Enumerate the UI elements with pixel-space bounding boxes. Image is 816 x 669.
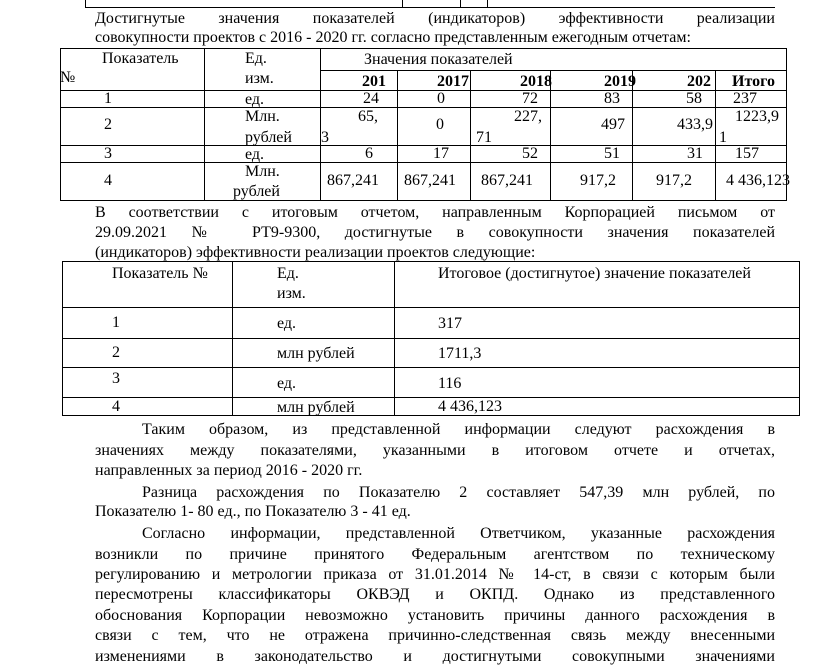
t2-header-value: Итоговое (достигнутое) значение показателей — [438, 265, 751, 282]
para3-line-3: направленных за период 2016 - 2020 гг. — [95, 462, 363, 479]
para3-line-2: значениях между показателями, указанными в итоговом отчете и отчетах, — [95, 442, 775, 459]
para4-line-1: Разница расхождения по Показателю 2 составляет 547,39 млн рублей, по — [142, 484, 775, 501]
para5-line-4: пересмотрены классификаторы ОКВЭД и ОКПД. Однако из представленного — [95, 586, 775, 603]
row3-total: 157 — [735, 145, 759, 162]
t2-row3-value: 116 — [438, 375, 462, 392]
t2-row3-number: 3 — [112, 370, 120, 387]
row2-2020: 433,9 — [677, 116, 713, 133]
intro-line-1: Достигнутые значения показателей (индикаторов) эффективности реализации — [95, 10, 775, 27]
para3-line-1: Таким образом, из представленной информации следуют расхождения в — [142, 421, 775, 438]
t2-row2-number: 2 — [112, 344, 120, 361]
row2-2018-fragment: 71 — [476, 129, 492, 145]
row2-total: 1223,9 — [735, 108, 779, 125]
t2-row4-unit: млн рублей — [277, 399, 355, 416]
row3-unit: ед. — [245, 146, 265, 163]
header-total: Итого — [732, 73, 775, 90]
t2-row4-number: 4 — [112, 398, 120, 415]
t2-row1-number: 1 — [112, 314, 120, 331]
row2-2016: 65, — [358, 108, 378, 125]
row1-2020: 58 — [686, 90, 702, 107]
row3-2020: 31 — [687, 145, 703, 162]
t2-row4-value: 4 436,123 — [438, 398, 502, 415]
row2-2017: 0 — [436, 116, 444, 133]
row1-2018: 72 — [522, 90, 538, 107]
row2-2018: 227, — [514, 108, 542, 125]
row4-unit-line2: рублей — [233, 183, 280, 200]
t2-row3-unit: ед. — [277, 375, 297, 392]
row2-unit-line2: рублей — [245, 129, 292, 145]
header-year-2017: 2017 — [437, 73, 469, 90]
row2-2019: 497 — [601, 116, 625, 133]
header-year-2019: 2019 — [604, 73, 636, 90]
para4-line-2: Показателю 1- 80 ед., по Показателю 3 - 41 ед. — [95, 503, 411, 520]
para5-line-1: Согласно информации, представленной Ответчиком, указанные расхождения — [142, 525, 775, 542]
row4-total: 4 436,123 — [726, 172, 790, 189]
header-unit: Ед. — [245, 50, 267, 67]
t2-row1-value: 317 — [438, 315, 462, 332]
row3-2016: 6 — [365, 145, 373, 162]
row4-unit: Млн. — [245, 163, 280, 180]
para2-line-3: (индикаторов) эффективности реализации проектов следующие: — [95, 244, 536, 261]
row1-unit: ед. — [245, 91, 265, 108]
row4-number: 4 — [104, 172, 112, 189]
row2-total-fragment: 1 — [719, 129, 727, 145]
t2-row2-value: 1711,3 — [438, 345, 482, 362]
t2-header-unit: Ед. — [277, 265, 299, 282]
header-number: № — [60, 69, 76, 86]
para5-line-3: регулированию и метрологии приказа от 31.01.2014 № 14-ст, в связи с которым были — [95, 566, 775, 583]
row2-2016-fragment: 3 — [321, 129, 329, 145]
row3-2017: 17 — [433, 145, 449, 162]
row1-2017: 0 — [437, 90, 445, 107]
row3-2018: 52 — [522, 145, 538, 162]
header-year-2016: 201 — [362, 73, 386, 90]
header-indicator: Показатель — [102, 50, 179, 67]
header-year-2020: 202 — [687, 73, 711, 90]
para2-line-1: В соответствии с итоговым отчетом, направленным Корпорацией письмом от — [95, 204, 775, 221]
row4-2018: 867,241 — [481, 172, 533, 189]
intro-line-2: совокупности проектов с 2016 - 2020 гг. согласно представленным ежегодным отчетам: — [95, 29, 691, 46]
row1-number: 1 — [104, 90, 112, 107]
para5-line-5: обоснования Корпорации невозможно установить причины данного расхождения в — [95, 607, 775, 624]
header-year-2018: 2018 — [520, 73, 552, 90]
t2-row2-unit: млн рублей — [277, 345, 355, 362]
t2-header-indicator: Показатель № — [112, 265, 208, 282]
row4-2019: 917,2 — [580, 172, 616, 189]
row3-number: 3 — [104, 145, 112, 162]
header-values: Значения показателей — [364, 51, 513, 68]
para5-line-6: связи с тем, что не отражена причинно-следственная связь между внесенными — [95, 627, 775, 644]
header-unit-line2: изм. — [245, 70, 274, 87]
row4-2017: 867,241 — [404, 172, 456, 189]
row3-2019: 51 — [604, 145, 620, 162]
row2-number: 2 — [104, 116, 112, 133]
row2-unit: Млн. — [245, 108, 280, 125]
row4-2016: 867,241 — [327, 172, 379, 189]
t2-row1-unit: ед. — [277, 315, 297, 332]
row4-2020: 917,2 — [656, 172, 692, 189]
para5-line-2: возникли по причине принятого Федеральным агентством по техническому — [95, 546, 775, 563]
para5-line-7: изменениями в законодательство и достигнутыми совокупными значениями — [95, 648, 775, 665]
row1-total: 237 — [733, 90, 757, 107]
row1-2016: 24 — [363, 90, 379, 107]
row1-2019: 83 — [604, 90, 620, 107]
para2-line-2: 29.09.2021 № РТ9-9300, достигнутые в совокупности значения показателей — [95, 224, 775, 241]
t2-header-unit-line2: изм. — [277, 285, 306, 302]
